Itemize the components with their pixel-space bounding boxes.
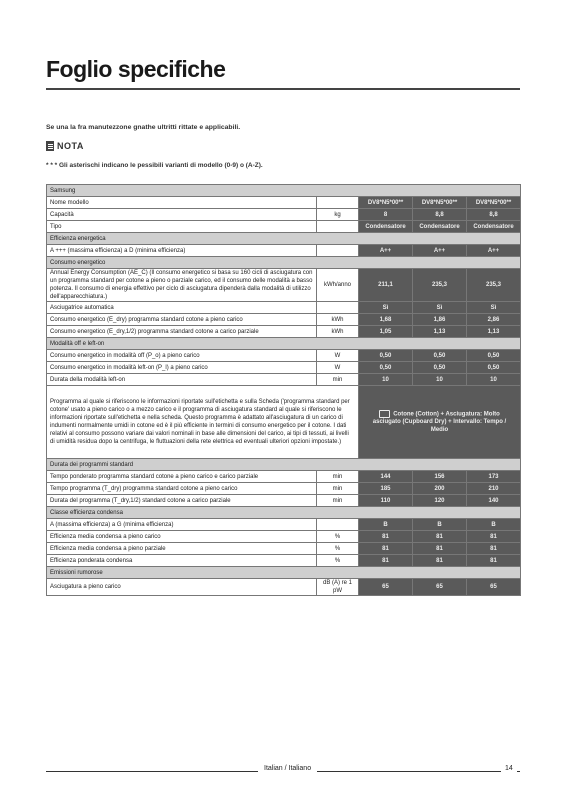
row-unit (317, 221, 359, 233)
row-label: Tempo ponderato programma standard cotone a pieno carico e carico parziale (47, 471, 317, 483)
row-unit: min (317, 483, 359, 495)
section-label: Classe efficienza condensa (47, 507, 521, 519)
row-unit: kWh/anno (317, 269, 359, 302)
value-cell: 10 (467, 374, 521, 386)
row-unit (317, 302, 359, 314)
value-cell: 81 (467, 531, 521, 543)
row-label: Programma al quale si riferiscono le informazioni riportate sull'etichetta e sulla Scheda ('programma standard per cotone' usato a pieno carico o a mezzo carico e il programma di asciugatura standard al quale si riferiscono le informazioni riportate sull'etichetta e nella scheda. Questo programma è adattato all'asciugatura di un carico di indumenti normalmente umidi in cotone ed è il più efficiente in termini di consumo energetico per il cotone. I dati relativi al consumo possono variare dai valori nominali in base alle dimensioni del carico, ai tipi di tessuti, ai livelli di umidità residua dopo la centrifuga, le fluttuazioni della rete elettrica ed eventuali ulteriori opzioni impostate.) (47, 386, 359, 459)
row-unit: W (317, 350, 359, 362)
merged-value-text: Cotone (Cotton) + Asciugatura: Molto asciugato (Cupboard Dry) + Intervallo: Tempo / Medio (372, 411, 507, 434)
row-unit: % (317, 531, 359, 543)
row-label: A (massima efficienza) a G (minima efficienza) (47, 519, 317, 531)
value-cell: 81 (359, 543, 413, 555)
row-label: Consumo energetico in modalità off (P_o) a pieno carico (47, 350, 317, 362)
table-row (47, 350, 521, 362)
table-row (47, 531, 521, 543)
section-label: Consumo energetico (47, 257, 521, 269)
row-label: Tempo programma (T_dry) programma standard cotone a pieno carico (47, 483, 317, 495)
value-cell: 1,68 (359, 314, 413, 326)
value-cell: 1,05 (359, 326, 413, 338)
value-cell: 185 (359, 483, 413, 495)
value-cell: 0,50 (413, 350, 467, 362)
value-cell: 81 (467, 543, 521, 555)
footer-language: Italian / Italiano (258, 765, 317, 772)
value-cell: 10 (413, 374, 467, 386)
program-icon (379, 410, 390, 418)
title-divider (46, 88, 520, 90)
value-cell: 81 (413, 531, 467, 543)
table-row (47, 221, 521, 233)
row-label: Efficienza ponderata condensa (47, 555, 317, 567)
value-cell: 0,50 (359, 350, 413, 362)
value-cell: 0,50 (467, 350, 521, 362)
table-row (47, 269, 521, 302)
row-unit (317, 519, 359, 531)
merged-value-cell (359, 386, 521, 459)
value-cell: 210 (467, 483, 521, 495)
table-row (47, 519, 521, 531)
value-cell: 0,50 (359, 362, 413, 374)
row-unit: dB (A) re 1 pW (317, 579, 359, 596)
section-row (47, 459, 521, 471)
row-label: Consumo energetico in modalità left-on (P_l) a pieno carico (47, 362, 317, 374)
row-label: Asciugatrice automatica (47, 302, 317, 314)
value-cell: DV8*N5*00** (359, 197, 413, 209)
value-cell: 65 (359, 579, 413, 596)
section-label: Durata dei programmi standard (47, 459, 521, 471)
note-header (46, 141, 84, 151)
value-cell: 65 (467, 579, 521, 596)
value-cell: 8,8 (467, 209, 521, 221)
table-row (47, 374, 521, 386)
value-cell: Sì (413, 302, 467, 314)
section-label: Emissioni rumorose (47, 567, 521, 579)
table-row (47, 471, 521, 483)
row-unit: min (317, 471, 359, 483)
section-row (47, 185, 521, 197)
table-row (47, 543, 521, 555)
value-cell: A++ (413, 245, 467, 257)
row-label: Asciugatura a pieno carico (47, 579, 317, 596)
page-title: Foglio specifiche (46, 56, 226, 82)
section-label: Samsung (47, 185, 521, 197)
value-cell: B (359, 519, 413, 531)
value-cell: 8 (359, 209, 413, 221)
value-cell: Condensatore (413, 221, 467, 233)
value-cell: DV8*N5*00** (413, 197, 467, 209)
value-cell: 1,86 (413, 314, 467, 326)
value-cell: Condensatore (467, 221, 521, 233)
table-row (47, 326, 521, 338)
section-row (47, 507, 521, 519)
value-cell: DV8*N5*00** (467, 197, 521, 209)
row-label: Consumo energetico (E_dry,1/2) programma standard cotone a carico parziale (47, 326, 317, 338)
row-label: Consumo energetico (E_dry) programma standard cotone a pieno carico (47, 314, 317, 326)
value-cell: Sì (467, 302, 521, 314)
row-unit: W (317, 362, 359, 374)
row-label: Efficienza media condensa a pieno carico (47, 531, 317, 543)
row-unit: kWh (317, 326, 359, 338)
value-cell: 110 (359, 495, 413, 507)
value-cell: Condensatore (359, 221, 413, 233)
table-row (47, 555, 521, 567)
note-label: NOTA (57, 141, 84, 151)
row-label: Nome modello (47, 197, 317, 209)
value-cell: 1,13 (467, 326, 521, 338)
section-row (47, 338, 521, 350)
section-label: Modalità off e left-on (47, 338, 521, 350)
table-row (47, 386, 521, 459)
value-cell: Sì (359, 302, 413, 314)
value-cell: 235,3 (467, 269, 521, 302)
row-unit (317, 197, 359, 209)
intro-text: Se una la fra manutezzone gnathe ultritti rittate e applicabili. (46, 124, 241, 131)
table-row (47, 197, 521, 209)
value-cell: 10 (359, 374, 413, 386)
row-unit (317, 245, 359, 257)
value-cell: 2,86 (467, 314, 521, 326)
row-label: Annual Energy Consumption (AE_C) (Il consumo energetico si basa su 160 cicli di asciugatura con un programma standard per cotone a pieno o parziale carico, ed il consumo delle modalità a basso potenza. Il consumo di energia effettivo per ciclo di asciugatura dipenderà dalla modalità di utilizzo dell'apparecchiatura.) (47, 269, 317, 302)
page-number: 14 (501, 765, 517, 772)
value-cell: 1,13 (413, 326, 467, 338)
value-cell: 156 (413, 471, 467, 483)
value-cell: 120 (413, 495, 467, 507)
value-cell: 81 (467, 555, 521, 567)
section-row (47, 257, 521, 269)
value-cell: 0,50 (413, 362, 467, 374)
value-cell: 81 (413, 555, 467, 567)
row-unit: kWh (317, 314, 359, 326)
spec-table (46, 184, 521, 596)
section-row (47, 567, 521, 579)
value-cell: 200 (413, 483, 467, 495)
value-cell: 211,1 (359, 269, 413, 302)
row-label: Capacità (47, 209, 317, 221)
row-unit: min (317, 374, 359, 386)
value-cell: B (413, 519, 467, 531)
value-cell: 65 (413, 579, 467, 596)
table-row (47, 362, 521, 374)
value-cell: 81 (413, 543, 467, 555)
table-row (47, 245, 521, 257)
row-unit: % (317, 543, 359, 555)
value-cell: 0,50 (467, 362, 521, 374)
table-row (47, 483, 521, 495)
value-cell: B (467, 519, 521, 531)
row-label: Durata del programma (T_dry,1/2) standard cotone a carico parziale (47, 495, 317, 507)
row-label: Efficienza media condensa a pieno parziale (47, 543, 317, 555)
row-unit: % (317, 555, 359, 567)
value-cell: 81 (359, 531, 413, 543)
value-cell: 8,8 (413, 209, 467, 221)
value-cell: 173 (467, 471, 521, 483)
section-label: Efficienza energetica (47, 233, 521, 245)
table-row (47, 209, 521, 221)
row-unit: min (317, 495, 359, 507)
row-label: A +++ (massima efficienza) a D (minima efficienza) (47, 245, 317, 257)
value-cell: 140 (467, 495, 521, 507)
value-cell: A++ (359, 245, 413, 257)
value-cell: A++ (467, 245, 521, 257)
table-row (47, 579, 521, 596)
table-row (47, 302, 521, 314)
value-cell: 235,3 (413, 269, 467, 302)
value-cell: 144 (359, 471, 413, 483)
table-row (47, 495, 521, 507)
row-unit: kg (317, 209, 359, 221)
note-icon (46, 141, 54, 151)
section-row (47, 233, 521, 245)
note-text: * * * Gli asterischi indicano le pessibili varianti di modello (0-9) o (A-Z). (46, 162, 263, 169)
row-label: Durata della modalità left-on (47, 374, 317, 386)
row-label: Tipo (47, 221, 317, 233)
table-row (47, 314, 521, 326)
value-cell: 81 (359, 555, 413, 567)
